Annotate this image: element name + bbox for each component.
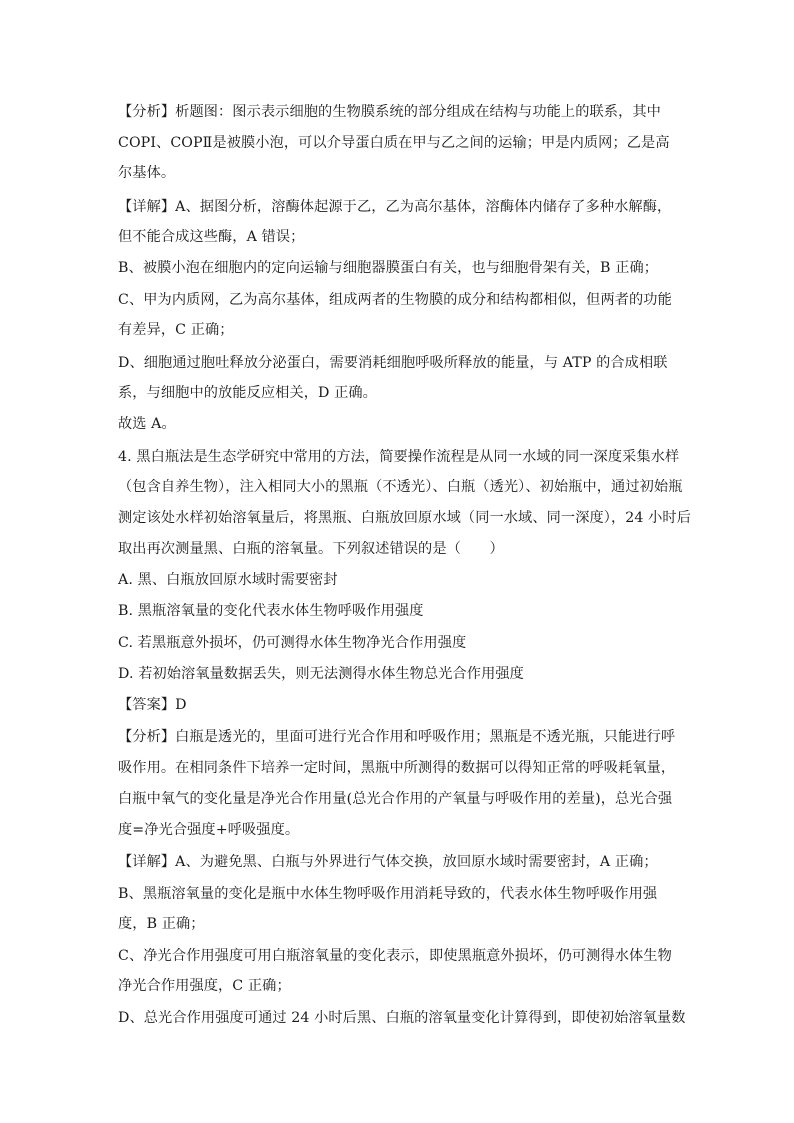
text-line-detail-c-1: C、甲为内质网，乙为高尔基体，组成两者的生物膜的成分和结构都相似，但两者的功能 <box>118 292 672 308</box>
text-line-analysis-1: 【分析】析题图：图示表示细胞的生物膜系统的部分组成在结构与功能上的联系，其中 <box>118 104 661 120</box>
text-line-analysis-2: COPⅠ、COPⅡ是被膜小泡，可以介导蛋白质在甲与乙之间的运输；甲是内质网；乙是高 <box>118 135 670 151</box>
text-line-choice: 故选 A。 <box>118 416 176 432</box>
option-c: C. 若黑瓶意外损坏，仍可测得水体生物净光合作用强度 <box>118 635 467 651</box>
question-4-line-4: 取出再次测量黑、白瓶的溶氧量。下列叙述错误的是（ ） <box>118 541 504 557</box>
detail-2-d-1: D、总光合作用强度可通过 24 小时后黑、白瓶的溶氧量变化计算得到，即使初始溶氧量数 <box>118 1010 686 1026</box>
option-b: B. 黑瓶溶氧量的变化代表水体生物呼吸作用强度 <box>118 603 424 619</box>
analysis-2-line-4: 度=净光合强度+呼吸强度。 <box>118 822 300 838</box>
text-line-analysis-3: 尔基体。 <box>118 165 176 181</box>
detail-2-a: 【详解】A、为避免黑、白瓶与外界进行气体交换，放回原水域时需要密封，A 正确； <box>118 854 658 870</box>
question-4-line-3: 测定该处水样初始溶氧量后，将黑瓶、白瓶放回原水域（同一水域、同一深度），24 小时后 <box>118 510 691 526</box>
detail-2-c-2: 净光合作用强度，C 正确； <box>118 978 291 994</box>
text-line-detail-d-2: 系，与细胞中的放能反应相关，D 正确。 <box>118 385 377 401</box>
answer-line: 【答案】D <box>118 697 187 713</box>
text-line-detail-d-1: D、细胞通过胞吐释放分泌蛋白，需要消耗细胞呼吸所释放的能量，与 ATP 的合成相联 <box>118 355 668 371</box>
detail-2-c-1: C、净光合作用强度可用白瓶溶氧量的变化表示，即使黑瓶意外损坏，仍可测得水体生物 <box>118 948 672 964</box>
text-line-detail-c-2: 有差异，C 正确； <box>118 322 234 338</box>
detail-2-b-1: B、黑瓶溶氧量的变化是瓶中水体生物呼吸作用消耗导致的，代表水体生物呼吸作用强 <box>118 886 658 902</box>
text-line-detail-b: B、被膜小泡在细胞内的定向运输与细胞器膜蛋白有关，也与细胞骨架有关，B 正确； <box>118 260 659 276</box>
analysis-2-line-3: 白瓶中氧气的变化量是净光合作用量(总光合作用的产氧量与呼吸作用的差量)，总光合强 <box>118 791 673 807</box>
text-line-detail-1: 【详解】A、据图分析，溶酶体起源于乙，乙为高尔基体，溶酶体内储存了多种水解酶， <box>118 199 672 215</box>
option-a: A. 黑、白瓶放回原水域时需要密封 <box>118 572 338 588</box>
analysis-2-line-1: 【分析】白瓶是透光的，里面可进行光合作用和呼吸作用；黑瓶是不透光瓶，只能进行呼 <box>118 729 676 745</box>
question-4-line-1: 4. 黑白瓶法是生态学研究中常用的方法，简要操作流程是从同一水域的同一深度采集水样 <box>118 449 680 465</box>
question-4-line-2: （包含自养生物），注入相同大小的黑瓶（不透光）、白瓶（透光）、初始瓶中，通过初始瓶 <box>118 479 683 495</box>
text-line-detail-2: 但不能合成这些酶，A 错误； <box>118 229 305 245</box>
detail-2-b-2: 度，B 正确； <box>118 916 205 932</box>
option-d: D. 若初始溶氧量数据丢失，则无法测得水体生物总光合作用强度 <box>118 666 524 682</box>
analysis-2-line-2: 吸作用。在相同条件下培养一定时间，黑瓶中所测得的数据可以得知正常的呼吸耗氧量， <box>118 760 676 776</box>
